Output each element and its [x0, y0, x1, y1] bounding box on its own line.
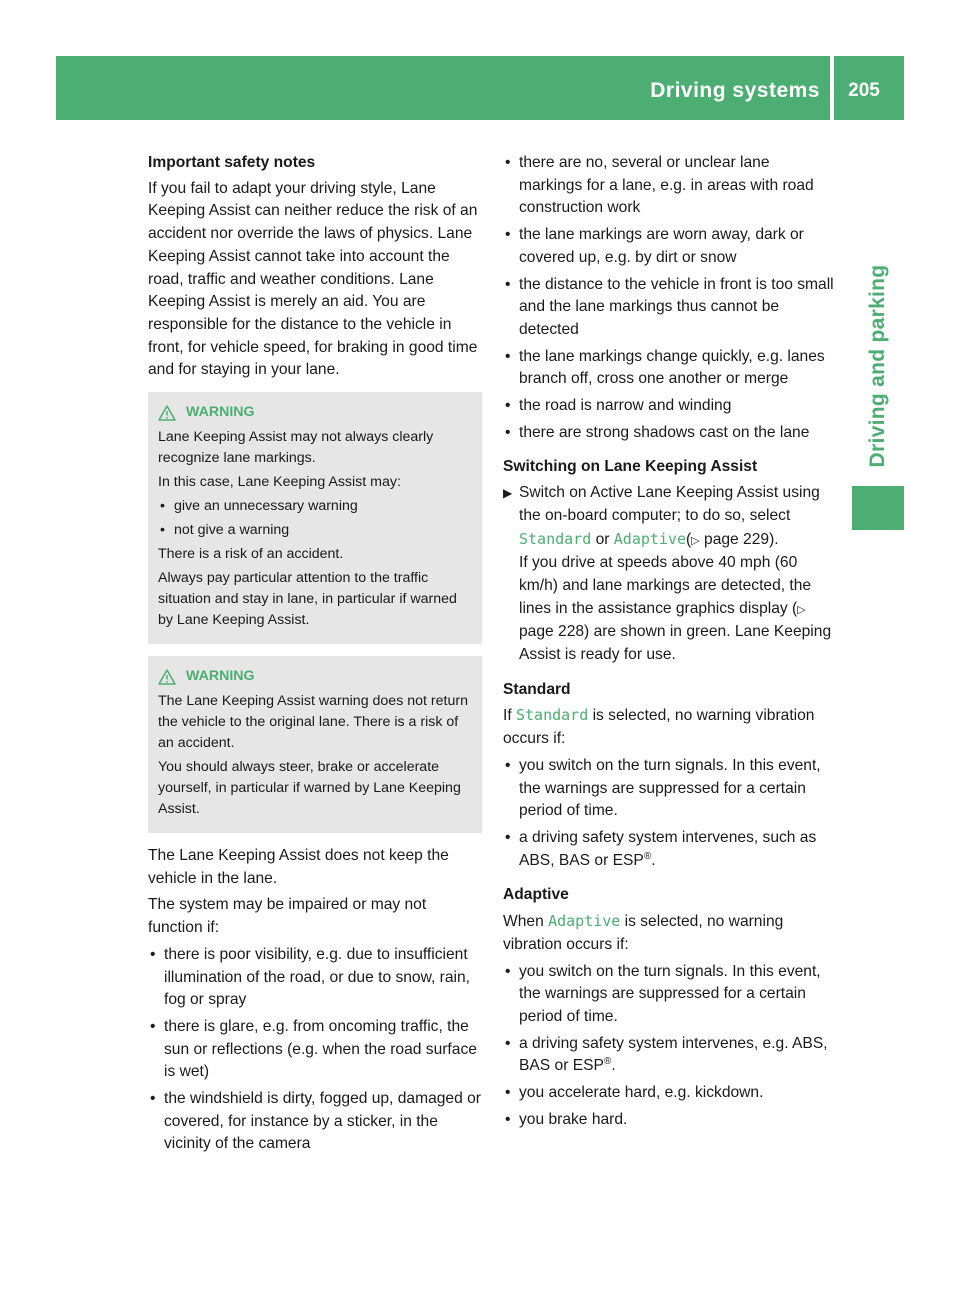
display-option-standard: Standard	[516, 706, 589, 725]
list-item: • you switch on the turn signals. In this event, the warnings are suppressed for a certain period of time.	[503, 755, 837, 823]
page-reference[interactable]: page 228) are shown in green. Lane Keeping Assist is ready for use.	[519, 623, 832, 664]
list-item: • there are no, several or unclear lane markings for a lane, e.g. in areas with road construction work	[503, 152, 837, 220]
standard-heading: Standard	[503, 680, 571, 698]
standard-paragraph: If Standard is selected, no warning vibration occurs if:	[503, 706, 815, 748]
impairment-list	[148, 944, 482, 1156]
page-reference-icon: ▷	[797, 603, 806, 616]
list-item: • not give a warning	[158, 520, 474, 541]
warning-list	[158, 496, 474, 541]
list-item: • the windshield is dirty, fogged up, damaged or covered, for instance by a sticker, in the vicinity of the camera	[148, 1088, 482, 1156]
list-item: • you brake hard.	[503, 1109, 837, 1132]
adaptive-heading: Adaptive	[503, 886, 569, 904]
list-item: • you switch on the turn signals. In this event, the warnings are suppressed for a certain period of time.	[503, 961, 837, 1029]
list-item: • the lane markings change quickly, e.g. lanes branch off, cross one another or merge	[503, 346, 837, 391]
step-arrow-icon: ▶	[503, 486, 513, 501]
page-reference-icon: ▷	[691, 534, 700, 547]
standard-list	[503, 755, 837, 873]
warning-triangle-icon	[158, 669, 176, 685]
warning-title-text: WARNING	[186, 404, 255, 421]
page-number: 205	[848, 80, 880, 101]
display-option-adaptive: Adaptive	[548, 912, 621, 931]
warning-title-text: WARNING	[186, 668, 255, 685]
list-item: • a driving safety system intervenes, such as ABS, BAS or ESP®.	[503, 827, 837, 872]
section-title: Driving systems	[650, 79, 820, 102]
adaptive-paragraph: When Adaptive is selected, no warning vibration occurs if:	[503, 912, 784, 953]
switching-on-heading: Switching on Lane Keeping Assist	[503, 458, 758, 476]
warning-text: Lane Keeping Assist may not always clearly recognize lane markings.	[158, 429, 434, 467]
right-column	[503, 152, 837, 1135]
body-paragraph: The system may be impaired or may not function if:	[148, 896, 427, 937]
warning-title	[158, 666, 474, 687]
warning-text: The Lane Keeping Assist warning does not return the vehicle to the original lane. There is a risk of an accident.	[158, 693, 468, 752]
display-option-standard: Standard	[519, 529, 592, 548]
safety-intro-paragraph: If you fail to adapt your driving style, Lane Keeping Assist can neither reduce the risk of an accident nor override the laws of physics. Lane Keeping Assist cannot take into account the road, traffic and weather conditions. Lane Keeping Assist is merely an aid. You are responsible for the distance to the vehicle in front, for vehicle speed, for braking in good time and for staying in your lane.	[148, 179, 478, 379]
list-item: • there are strong shadows cast on the lane	[503, 422, 837, 445]
instruction-step: ▶ Switch on Active Lane Keeping Assist using the on-board computer; to do so, select Standard or Adaptive(▷ page 229). If you drive at speeds above 40 mph (60 km/h) and lane markings are detected, the lines in the assistance graphics display (▷ page 228) are shown in green. Lane Keeping Assist is ready for use.	[503, 484, 832, 664]
impairment-list-continued	[503, 152, 837, 444]
warning-text: In this case, Lane Keeping Assist may:	[158, 474, 401, 491]
warning-title	[158, 402, 474, 423]
list-item: • a driving safety system intervenes, e.g. ABS, BAS or ESP®.	[503, 1033, 837, 1078]
chapter-tab-marker	[852, 486, 904, 530]
list-item: • the lane markings are worn away, dark or covered up, e.g. by dirt or snow	[503, 224, 837, 269]
display-option-adaptive: Adaptive	[613, 529, 687, 548]
list-item: • give an unnecessary warning	[158, 496, 474, 517]
list-item: • the road is narrow and winding	[503, 395, 837, 418]
safety-notes-heading: Important safety notes	[148, 154, 316, 171]
warning-box-2	[148, 656, 482, 833]
list-item: • there is poor visibility, e.g. due to insufficient illumination of the road, or due to snow, rain, fog or spray	[148, 944, 482, 1012]
left-column	[148, 152, 482, 1160]
warning-triangle-icon	[158, 405, 176, 421]
chapter-side-label: Driving and parking	[866, 264, 889, 468]
adaptive-list	[503, 961, 837, 1132]
warning-box-1	[148, 392, 482, 644]
page-reference[interactable]: page 229).	[699, 530, 779, 548]
list-item: • you accelerate hard, e.g. kickdown.	[503, 1082, 837, 1105]
warning-text: You should always steer, brake or accelerate yourself, in particular if warned by Lane Keeping Assist.	[158, 759, 461, 818]
list-item: • there is glare, e.g. from oncoming traffic, the sun or reflections (e.g. when the road surface is wet)	[148, 1016, 482, 1084]
body-paragraph: The Lane Keeping Assist does not keep the vehicle in the lane.	[148, 847, 449, 887]
warning-text: Always pay particular attention to the traffic situation and stay in lane, in particular if warned by Lane Keeping Assist.	[158, 570, 457, 629]
warning-text: There is a risk of an accident.	[158, 546, 344, 563]
list-item: • the distance to the vehicle in front is too small and the lane markings thus cannot be detected	[503, 274, 837, 342]
